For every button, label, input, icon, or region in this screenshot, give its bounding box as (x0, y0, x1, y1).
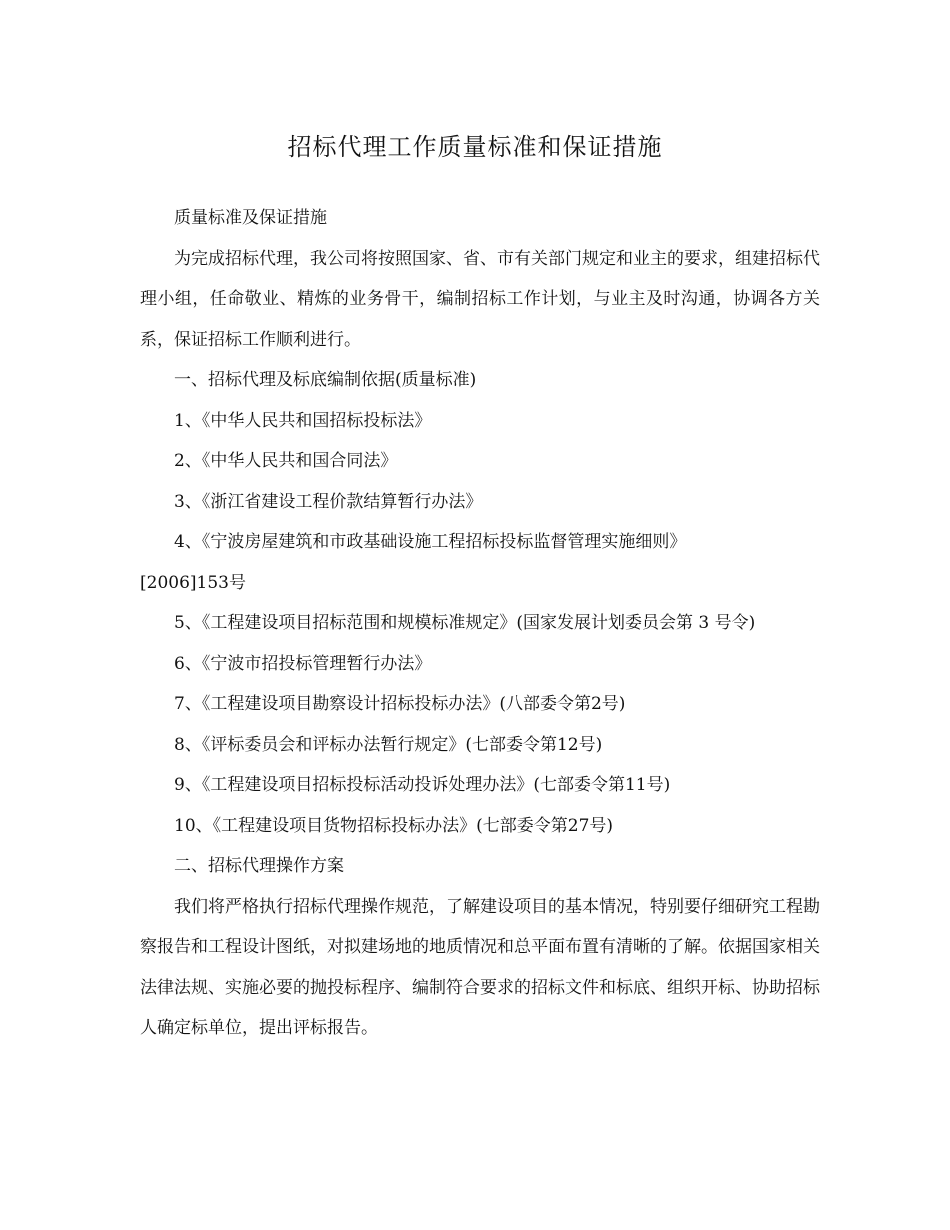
list-item-continuation: [2006]153号 (140, 572, 246, 593)
list-item: 8、《评标委员会和评标办法暂行规定》(七部委令第12号) (174, 734, 603, 755)
list-item: 3、《浙江省建设工程价款结算暂行办法》 (174, 491, 483, 512)
list-item: 2、《中华人民共和国合同法》 (174, 451, 398, 471)
section-heading-basis: 一、招标代理及标底编制依据(质量标准) (174, 370, 477, 390)
document-body (140, 198, 820, 1049)
list-item: 10、《工程建设项目货物招标投标办法》(七部委令第27号) (174, 815, 614, 836)
operation-paragraph: 我们将严格执行招标代理操作规范，了解建设项目的基本情况，特别要仔细研究工程勘察报告和工程设计图纸，对拟建场地的地质情况和总平面布置有清晰的了解。依据国家相关法律法规、实施必要的抛投标程序、编制符合要求的招标文件和标底、组织开标、协助招标人确定标单位，提出评标报告。 (140, 896, 820, 1038)
list-item: 1、《中华人民共和国招标投标法》 (174, 410, 432, 431)
list-item: 5、《工程建设项目招标范围和规模标准规定》(国家发展计划委员会第 3 号令) (174, 613, 756, 633)
section-heading-quality: 质量标准及保证措施 (174, 208, 327, 228)
intro-paragraph: 为完成招标代理，我公司将按照国家、省、市有关部门规定和业主的要求，组建招标代理小组，任命敬业、精炼的业务骨干，编制招标工作计划，与业主及时沟通，协调各方关系，保证招标工作顺利进行。 (140, 248, 820, 350)
section-heading-operation: 二、招标代理操作方案 (174, 856, 344, 876)
list-item: 7、《工程建设项目勘察设计招标投标办法》(八部委令第2号) (174, 694, 626, 714)
list-item: 9、《工程建设项目招标投标活动投诉处理办法》(七部委令第11号) (174, 775, 671, 795)
list-item: 4、《宁波房屋建筑和市政基础设施工程招标投标监督管理实施细则》 (174, 532, 687, 552)
document-title: 招标代理工作质量标准和保证措施 (287, 133, 663, 161)
list-item: 6、《宁波市招投标管理暂行办法》 (174, 653, 432, 674)
